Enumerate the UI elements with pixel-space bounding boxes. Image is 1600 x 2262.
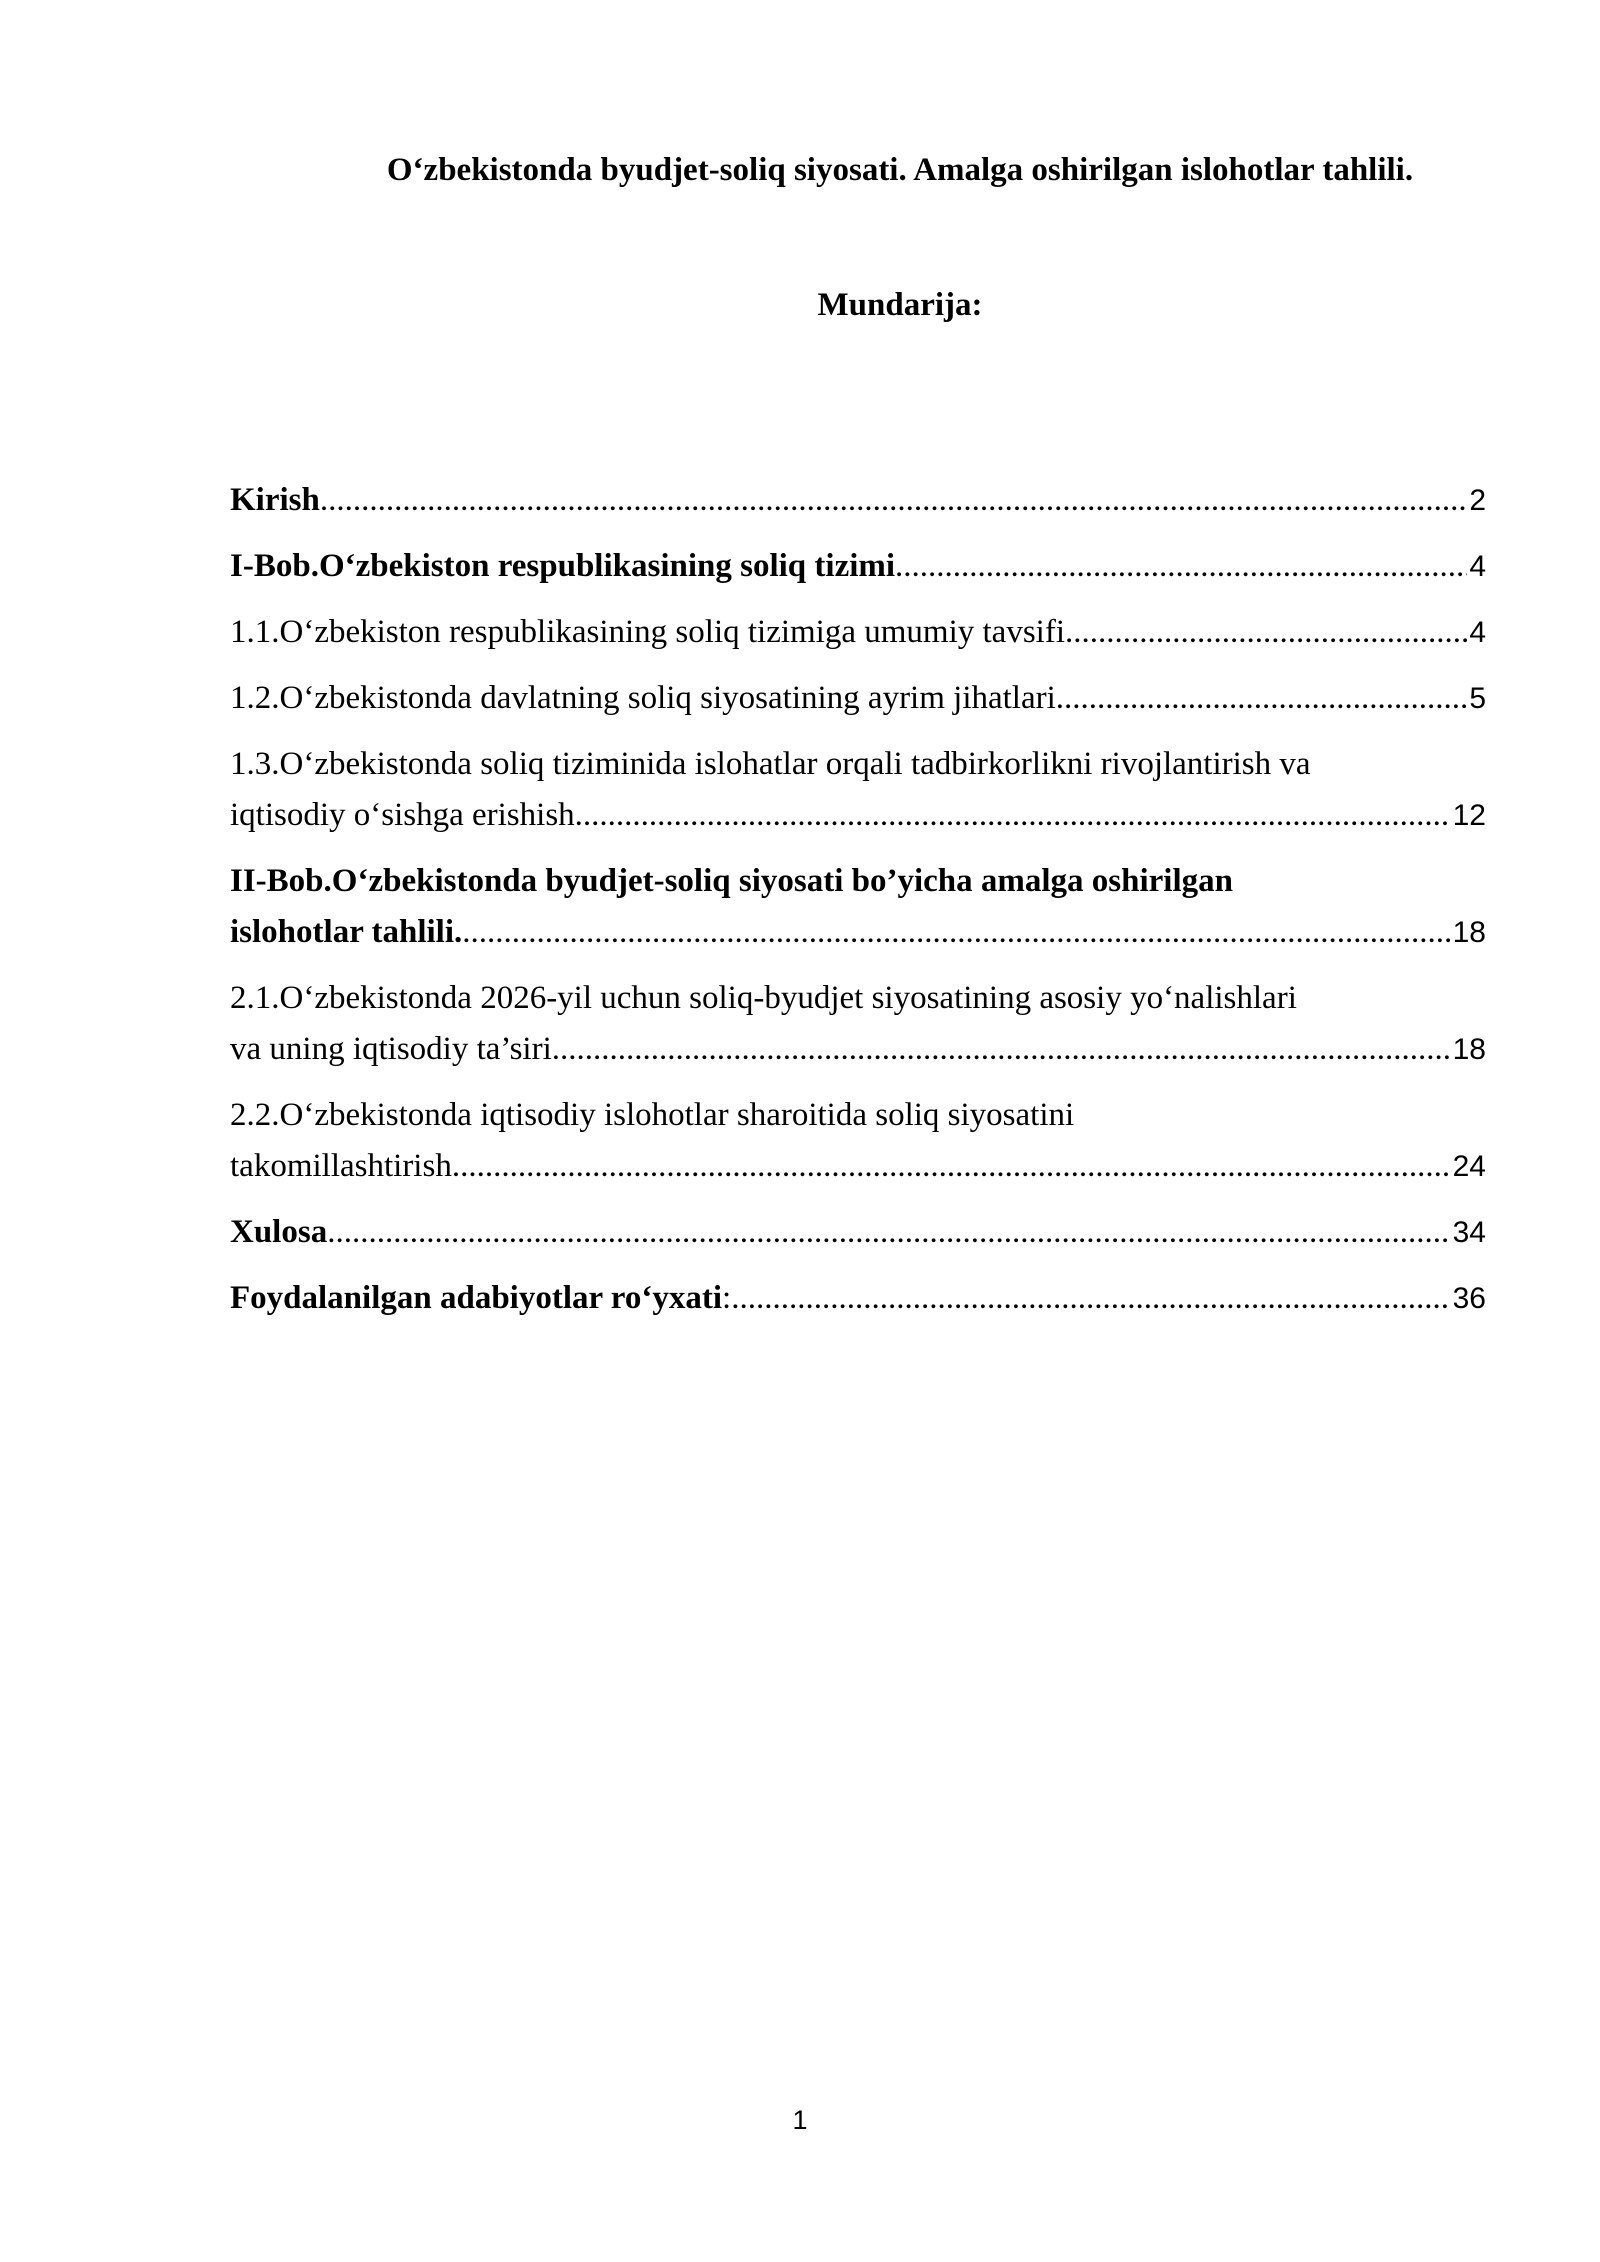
document-title: O‘zbekistonda byudjet-soliq siyosati. Amalga oshirilgan islohotlar tahlili. (386, 152, 1414, 188)
dot-leader (327, 1207, 1450, 1258)
dot-leader (1065, 607, 1467, 658)
dot-leader (575, 790, 1451, 841)
toc-entry-title: va uning iqtisodiy ta’siri (230, 1031, 552, 1067)
toc-entry[interactable] (230, 1207, 1486, 1258)
toc-page-number: 4 (1469, 550, 1486, 583)
toc-entry-title: Xulosa (230, 1214, 328, 1250)
toc-entry[interactable] (230, 1273, 1486, 1324)
toc-entry[interactable] (230, 607, 1486, 658)
toc-entry-title-line: 1.3.O‘zbekistonda soliq tiziminida islohatlar orqali tadbirkorlikni rivojlantirish va (230, 746, 1311, 782)
toc-page-number: 4 (1469, 616, 1486, 649)
toc-entry-title: takomillashtirish (230, 1148, 452, 1184)
toc-entry[interactable] (230, 856, 1486, 958)
dot-leader (320, 475, 1467, 526)
toc-heading: Mundarija: (817, 287, 983, 323)
toc-page-number: 5 (1469, 682, 1486, 715)
toc-page-number: 18 (1452, 1033, 1486, 1066)
toc-page-number: 2 (1469, 484, 1486, 517)
toc-page-number: 36 (1452, 1282, 1486, 1315)
toc-entry[interactable] (230, 541, 1486, 592)
dot-leader (1056, 673, 1468, 724)
toc-entry[interactable] (230, 973, 1486, 1075)
toc-entry[interactable] (230, 739, 1486, 841)
toc-entry-title: islohotlar tahlili. (230, 914, 463, 950)
toc-entry-title: iqtisodiy o‘sishga erishish (230, 797, 575, 833)
toc-page-number: 24 (1452, 1150, 1486, 1183)
toc-entry-title: I-Bob.O‘zbekiston respublikasining soliq tizimi (230, 548, 896, 584)
toc-entry[interactable] (230, 1090, 1486, 1192)
dot-leader (462, 907, 1450, 958)
toc-page-number: 12 (1452, 799, 1486, 832)
dot-leader (552, 1024, 1451, 1075)
page-number: 1 (792, 2105, 808, 2135)
toc-entry-title: Foydalanilgan adabiyotlar ro‘yxati (230, 1280, 723, 1316)
toc-entry-suffix: : (722, 1280, 732, 1316)
toc-entry-title: 1.1.O‘zbekiston respublikasining soliq tizimiga umumiy tavsifi (230, 614, 1065, 650)
toc-entry-title: 1.2.O‘zbekistonda davlatning soliq siyosatining ayrim jihatlari (230, 680, 1056, 716)
toc-page-number: 18 (1452, 916, 1486, 949)
toc-entry[interactable] (230, 475, 1486, 526)
table-of-contents (230, 475, 1486, 1339)
toc-entry-title-line: II-Bob.O‘zbekistonda byudjet-soliq siyosati bo’yicha amalga oshirilgan (230, 863, 1233, 899)
toc-page-number: 34 (1452, 1216, 1486, 1249)
dot-leader (731, 1273, 1450, 1324)
dot-leader (895, 541, 1467, 592)
toc-entry-title: Kirish (230, 482, 320, 518)
toc-entry-title-line: 2.2.O‘zbekistonda iqtisodiy islohotlar sharoitida soliq siyosatini (230, 1097, 1075, 1133)
toc-entry[interactable] (230, 673, 1486, 724)
toc-entry-title-line: 2.1.O‘zbekistonda 2026-yil uchun soliq-byudjet siyosatining asosiy yo‘nalishlari (230, 980, 1297, 1016)
dot-leader (452, 1141, 1451, 1192)
